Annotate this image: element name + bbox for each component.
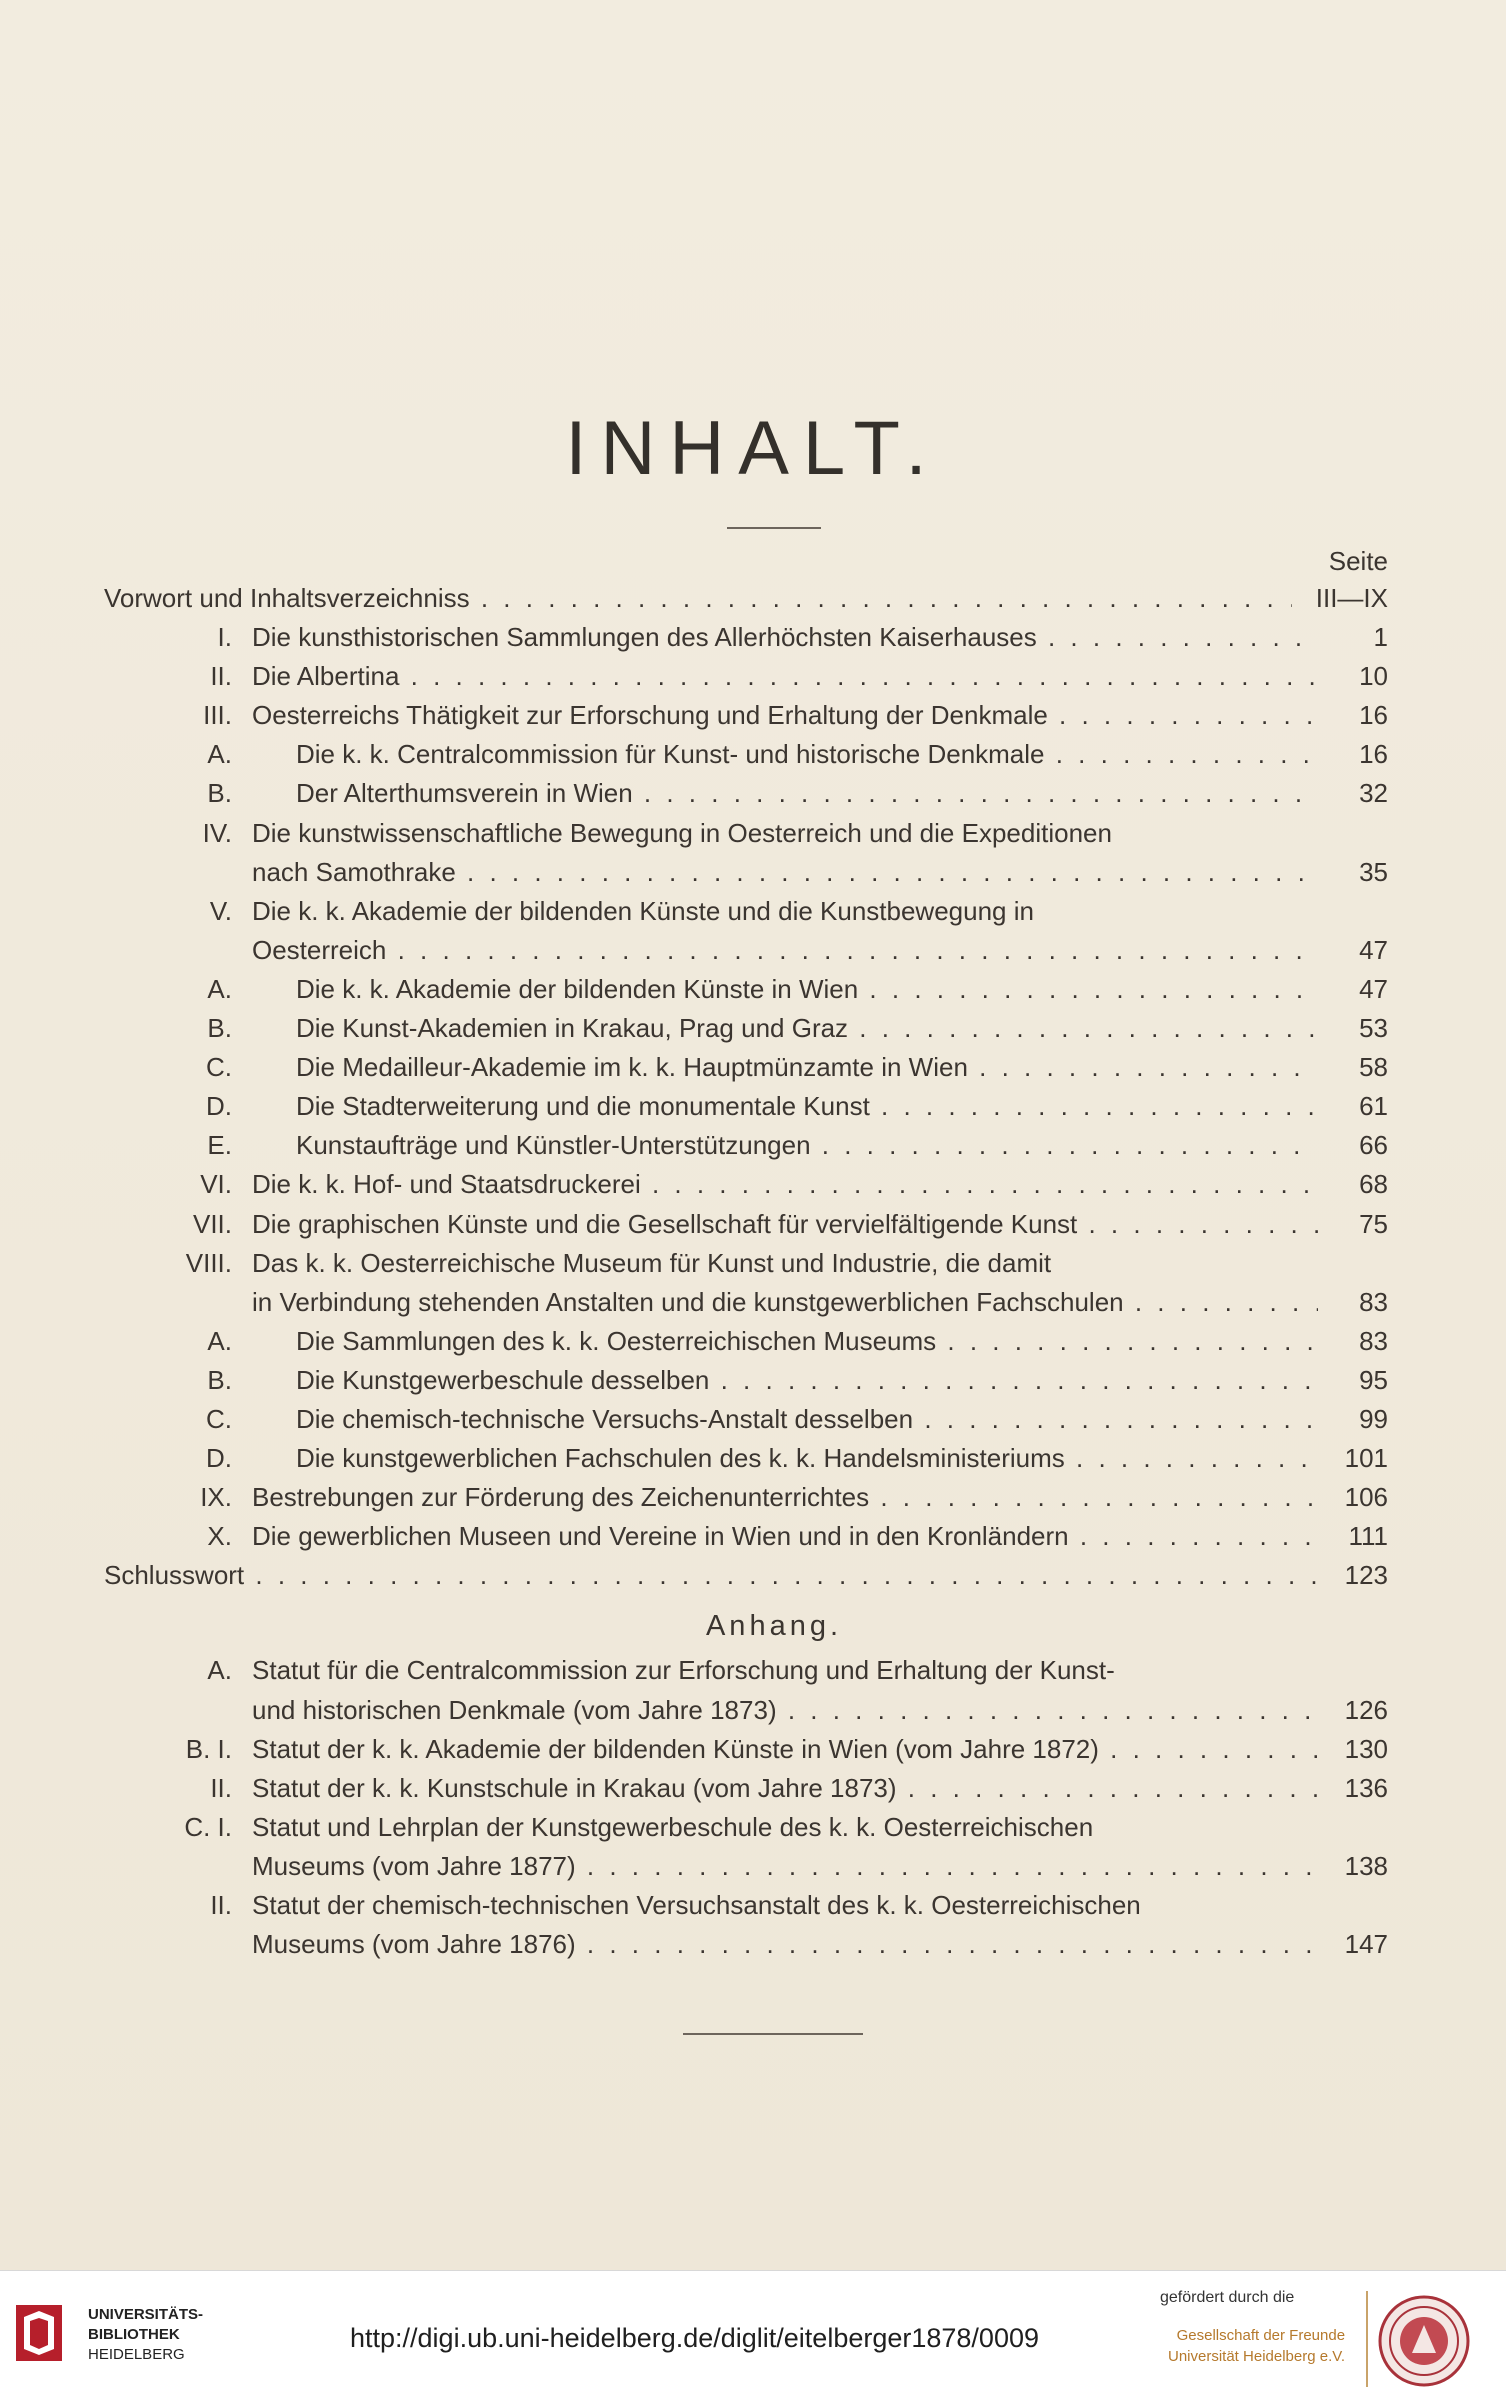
toc-entry-text: Statut und Lehrplan der Kunstgewerbeschule des k. k. Oesterreichischen: [252, 1811, 1094, 1842]
toc-entry-number: A.: [207, 1325, 232, 1356]
toc-row: [160, 774, 1388, 813]
toc-page-number: III—IX: [1315, 583, 1388, 613]
toc-entry-text: Vorwort und Inhaltsverzeichniss . . .: [104, 583, 1292, 613]
library-name-line: HEIDELBERG: [88, 2346, 185, 2363]
toc-row: [160, 1322, 1388, 1361]
toc-entry-number: A.: [207, 739, 232, 770]
toc-row: [104, 1556, 1388, 1595]
toc-entry-text: Die graphischen Künste und die Gesellschaft für vervielfältigende Kunst . . .: [252, 1209, 1318, 1239]
anhang-heading: Anhang.: [705, 1610, 843, 1643]
toc-entry-number: D.: [206, 1091, 232, 1122]
toc-row: [160, 1087, 1388, 1126]
toc-page-number: 16: [1359, 700, 1388, 731]
toc-entry-title: [252, 1886, 1318, 1925]
toc-entry-title: [252, 1925, 1318, 1964]
toc-page-number: 101: [1344, 1443, 1388, 1474]
toc-row: [160, 892, 1388, 931]
page-column-header: Seite: [1328, 546, 1388, 576]
toc-entry-text: Kunstaufträge und Künstler-Unterstützungen . . .: [296, 1130, 1318, 1160]
toc-entry-number: VII.: [192, 1208, 232, 1239]
toc-row: [160, 1009, 1388, 1048]
toc-entry-text: Schlusswort . . .: [104, 1560, 1318, 1590]
toc-entry-text: Museums (vom Jahre 1876) . . .: [252, 1929, 1318, 1959]
toc-entry-text: Statut der k. k. Kunstschule in Krakau (vom Jahre 1873) . . .: [252, 1773, 1318, 1803]
toc-entry-number: I.: [217, 622, 232, 653]
permalink-url[interactable]: http://digi.ub.uni-heidelberg.de/diglit/eitelberger1878/0009: [350, 2323, 1040, 2353]
library-name-line: BIBLIOTHEK: [88, 2326, 180, 2343]
toc-page-number: 66: [1359, 1130, 1388, 1161]
toc-entry-text: Die Kunst-Akademien in Krakau, Prag und Graz . . .: [296, 1013, 1318, 1043]
toc-entry-number: II.: [210, 1890, 232, 1920]
toc-entry-number: B.: [207, 778, 232, 809]
toc-page-number: 136: [1344, 1772, 1388, 1803]
toc-page-number: 53: [1359, 1013, 1388, 1044]
toc-entry-text: und historischen Denkmale (vom Jahre 1873) . . .: [252, 1695, 1318, 1725]
toc-entry-title: [296, 1087, 1318, 1126]
toc-entry-text: Die k. k. Akademie der bildenden Künste und die Kunstbewegung in: [252, 895, 1034, 926]
toc-row: [160, 1361, 1388, 1400]
toc-row: [160, 735, 1388, 774]
toc-entry-title: [252, 1165, 1318, 1204]
toc-entry-text: Die Stadterweiterung und die monumentale Kunst . . .: [296, 1091, 1318, 1121]
toc-row: [160, 1400, 1388, 1439]
toc-row: [160, 1808, 1388, 1847]
toc-entry-number: X.: [207, 1521, 232, 1552]
toc-page-number: 16: [1359, 739, 1388, 770]
toc-row: [160, 1205, 1388, 1244]
toc-row: [160, 1126, 1388, 1165]
toc-entry-text: Die gewerblichen Museen und Vereine in Wien und in den Kronländern . . .: [252, 1521, 1318, 1551]
toc-row: [160, 696, 1388, 735]
toc-entries: [104, 579, 1388, 1595]
toc-entry-title: [252, 1808, 1318, 1847]
toc-entry-number: C.: [206, 1052, 232, 1083]
toc-page-number: 47: [1359, 934, 1388, 965]
toc-entry-title: [104, 579, 1292, 618]
toc-entry-number: C.: [206, 1403, 232, 1434]
toc-entry-title: [296, 970, 1318, 1009]
toc-entry-title: [296, 1361, 1318, 1400]
library-name: [88, 2305, 203, 2365]
toc-entry-title: [252, 853, 1318, 892]
toc-row: [160, 931, 1388, 970]
toc-entry-title: [252, 1847, 1318, 1886]
toc-entry-text: Die Sammlungen des k. k. Oesterreichischen Museums . . .: [296, 1326, 1318, 1356]
toc-page-number: 47: [1359, 973, 1388, 1004]
toc-entry-number: II.: [210, 1772, 232, 1803]
toc-entry-text: Statut der chemisch-technischen Versuchsanstalt des k. k. Oesterreichischen: [252, 1890, 1141, 1920]
toc-entry-text: Die k. k. Centralcommission für Kunst- und historische Denkmale . . .: [296, 739, 1318, 769]
toc-entry-number: VIII.: [185, 1247, 232, 1278]
toc-row: [160, 1165, 1388, 1204]
toc-entry-title: [252, 618, 1318, 657]
anhang-entries: [160, 1651, 1388, 1964]
toc-page-number: 10: [1359, 661, 1388, 692]
toc-entry-title: [252, 1478, 1318, 1517]
toc-row: [160, 853, 1388, 892]
closing-rule: [683, 2033, 863, 2035]
toc-entry-text: Die Albertina . . .: [252, 661, 1318, 691]
toc-entry-text: Oesterreich . . .: [252, 935, 1318, 965]
toc-entry-title: [104, 1556, 1318, 1595]
toc-entry-title: [252, 1283, 1318, 1322]
table-of-contents: [104, 543, 1388, 1964]
toc-entry-title: [252, 1691, 1318, 1730]
toc-row: [160, 970, 1388, 1009]
toc-entry-title: [252, 1517, 1318, 1556]
toc-entry-title: [296, 1126, 1318, 1165]
toc-entry-title: [252, 657, 1318, 696]
toc-row: [160, 1478, 1388, 1517]
toc-entry-text: Die Kunstgewerbeschule desselben . . .: [296, 1365, 1318, 1395]
toc-entry-text: Die kunsthistorischen Sammlungen des Allerhöchsten Kaiserhauses . . .: [252, 622, 1318, 652]
toc-row: [160, 1517, 1388, 1556]
toc-page-number: 147: [1344, 1929, 1388, 1960]
toc-row: [160, 1730, 1388, 1769]
toc-entry-text: Oesterreichs Thätigkeit zur Erforschung und Erhaltung der Denkmale . . .: [252, 700, 1318, 730]
toc-row: [160, 1651, 1388, 1690]
toc-page-number: 99: [1359, 1403, 1388, 1434]
toc-row: [160, 1847, 1388, 1886]
toc-row: [160, 1769, 1388, 1808]
toc-entry-title: [252, 1244, 1318, 1283]
toc-entry-title: [252, 1205, 1318, 1244]
toc-entry-title: [296, 774, 1318, 813]
toc-page-number: 138: [1344, 1850, 1388, 1881]
toc-entry-title: [296, 735, 1318, 774]
toc-entry-number: III.: [203, 700, 232, 731]
toc-page-number: 1: [1373, 622, 1388, 653]
library-logo-icon: [14, 2303, 64, 2363]
toc-page-number: 111: [1348, 1521, 1388, 1552]
toc-entry-title: [296, 1322, 1318, 1361]
toc-entry-number: A.: [207, 1655, 232, 1686]
toc-page-number: 35: [1359, 856, 1388, 887]
toc-page-number: 83: [1359, 1286, 1388, 1317]
toc-page-number: 58: [1359, 1052, 1388, 1083]
library-name-line: UNIVERSITÄTS-: [88, 2306, 204, 2323]
toc-entry-text: Statut für die Centralcommission zur Erforschung und Erhaltung der Kunst-: [252, 1655, 1115, 1686]
toc-page-number: 95: [1359, 1364, 1388, 1395]
toc-page-number: 106: [1344, 1482, 1388, 1513]
toc-entry-number: C. I.: [184, 1811, 232, 1842]
toc-entry-text: Die kunstgewerblichen Fachschulen des k. k. Handelsministeriums . . .: [296, 1443, 1318, 1473]
footer-divider: [1366, 2291, 1368, 2387]
toc-entry-title: [296, 1048, 1318, 1087]
toc-row: [160, 1283, 1388, 1322]
toc-entry-number: VI.: [200, 1169, 232, 1200]
toc-row: [160, 1439, 1388, 1478]
toc-entry-title: [252, 696, 1318, 735]
toc-entry-title: [252, 814, 1318, 853]
toc-page-number: 68: [1359, 1169, 1388, 1200]
toc-entry-text: Der Alterthumsverein in Wien . . .: [296, 778, 1318, 808]
toc-entry-text: Bestrebungen zur Förderung des Zeichenunterrichtes . . .: [252, 1482, 1318, 1512]
toc-row: [160, 814, 1388, 853]
toc-page-number: 32: [1359, 778, 1388, 809]
toc-row: [160, 1244, 1388, 1283]
university-seal-icon: [1378, 2295, 1470, 2387]
toc-entry-text: nach Samothrake . . .: [252, 857, 1318, 887]
toc-entry-number: V.: [209, 895, 232, 926]
toc-entry-title: [296, 1439, 1318, 1478]
toc-row: [160, 1048, 1388, 1087]
toc-entry-number: B. I.: [185, 1733, 232, 1764]
toc-row: [160, 1691, 1388, 1730]
toc-entry-title: [252, 892, 1318, 931]
toc-entry-number: E.: [207, 1130, 232, 1161]
toc-page-number: 75: [1359, 1208, 1388, 1239]
toc-entry-number: II.: [210, 661, 232, 692]
toc-entry-text: Die Medailleur-Akademie im k. k. Hauptmünzamte in Wien . . .: [296, 1052, 1318, 1082]
page-title: INHALT.: [565, 406, 941, 491]
toc-page-number: 126: [1344, 1694, 1388, 1725]
toc-row: [160, 1925, 1388, 1964]
toc-entry-title: [296, 1009, 1318, 1048]
toc-entry-number: B.: [207, 1013, 232, 1044]
toc-entry-title: [252, 931, 1318, 970]
toc-page-number: 123: [1344, 1560, 1388, 1591]
toc-entry-number: D.: [206, 1443, 232, 1474]
toc-entry-title: [252, 1651, 1318, 1690]
toc-entry-text: Statut der k. k. Akademie der bildenden Künste in Wien (vom Jahre 1872) . . .: [252, 1734, 1318, 1764]
toc-entry-text: Die k. k. Hof- und Staatsdruckerei . . .: [252, 1169, 1318, 1199]
toc-page-number: 83: [1359, 1325, 1388, 1356]
sponsor-name: [1168, 2325, 1345, 2367]
toc-entry-title: [252, 1730, 1318, 1769]
title-rule: [727, 527, 821, 529]
toc-entry-text: Die k. k. Akademie der bildenden Künste in Wien . . .: [296, 974, 1318, 1004]
toc-entry-title: [296, 1400, 1318, 1439]
toc-row: [160, 1886, 1388, 1925]
toc-entry-text: Das k. k. Oesterreichische Museum für Kunst und Industrie, die damit: [252, 1247, 1052, 1278]
toc-entry-text: Museums (vom Jahre 1877) . . .: [252, 1851, 1318, 1881]
toc-entry-number: IX.: [200, 1482, 232, 1513]
toc-row: [104, 579, 1388, 618]
toc-entry-number: A.: [207, 973, 232, 1004]
toc-entry-title: [252, 1769, 1318, 1808]
toc-entry-text: in Verbindung stehenden Anstalten und die kunstgewerblichen Fachschulen . . .: [252, 1287, 1318, 1317]
toc-page-number: 61: [1359, 1091, 1388, 1122]
toc-row: [160, 657, 1388, 696]
sponsor-name-line: Universität Heidelberg e.V.: [1168, 2348, 1346, 2365]
sponsor-name-line: Gesellschaft der Freunde: [1176, 2327, 1346, 2344]
toc-page-number: 130: [1344, 1733, 1388, 1764]
toc-entry-number: IV.: [202, 817, 232, 848]
toc-entry-number: B.: [207, 1364, 232, 1395]
digitization-footer: [0, 2270, 1506, 2401]
toc-row: [160, 618, 1388, 657]
sponsor-intro: gefördert durch die: [1160, 2289, 1295, 2306]
toc-entry-text: Die kunstwissenschaftliche Bewegung in Oesterreich und die Expeditionen: [252, 817, 1112, 848]
toc-entry-text: Die chemisch-technische Versuchs-Anstalt desselben . . .: [296, 1404, 1318, 1434]
